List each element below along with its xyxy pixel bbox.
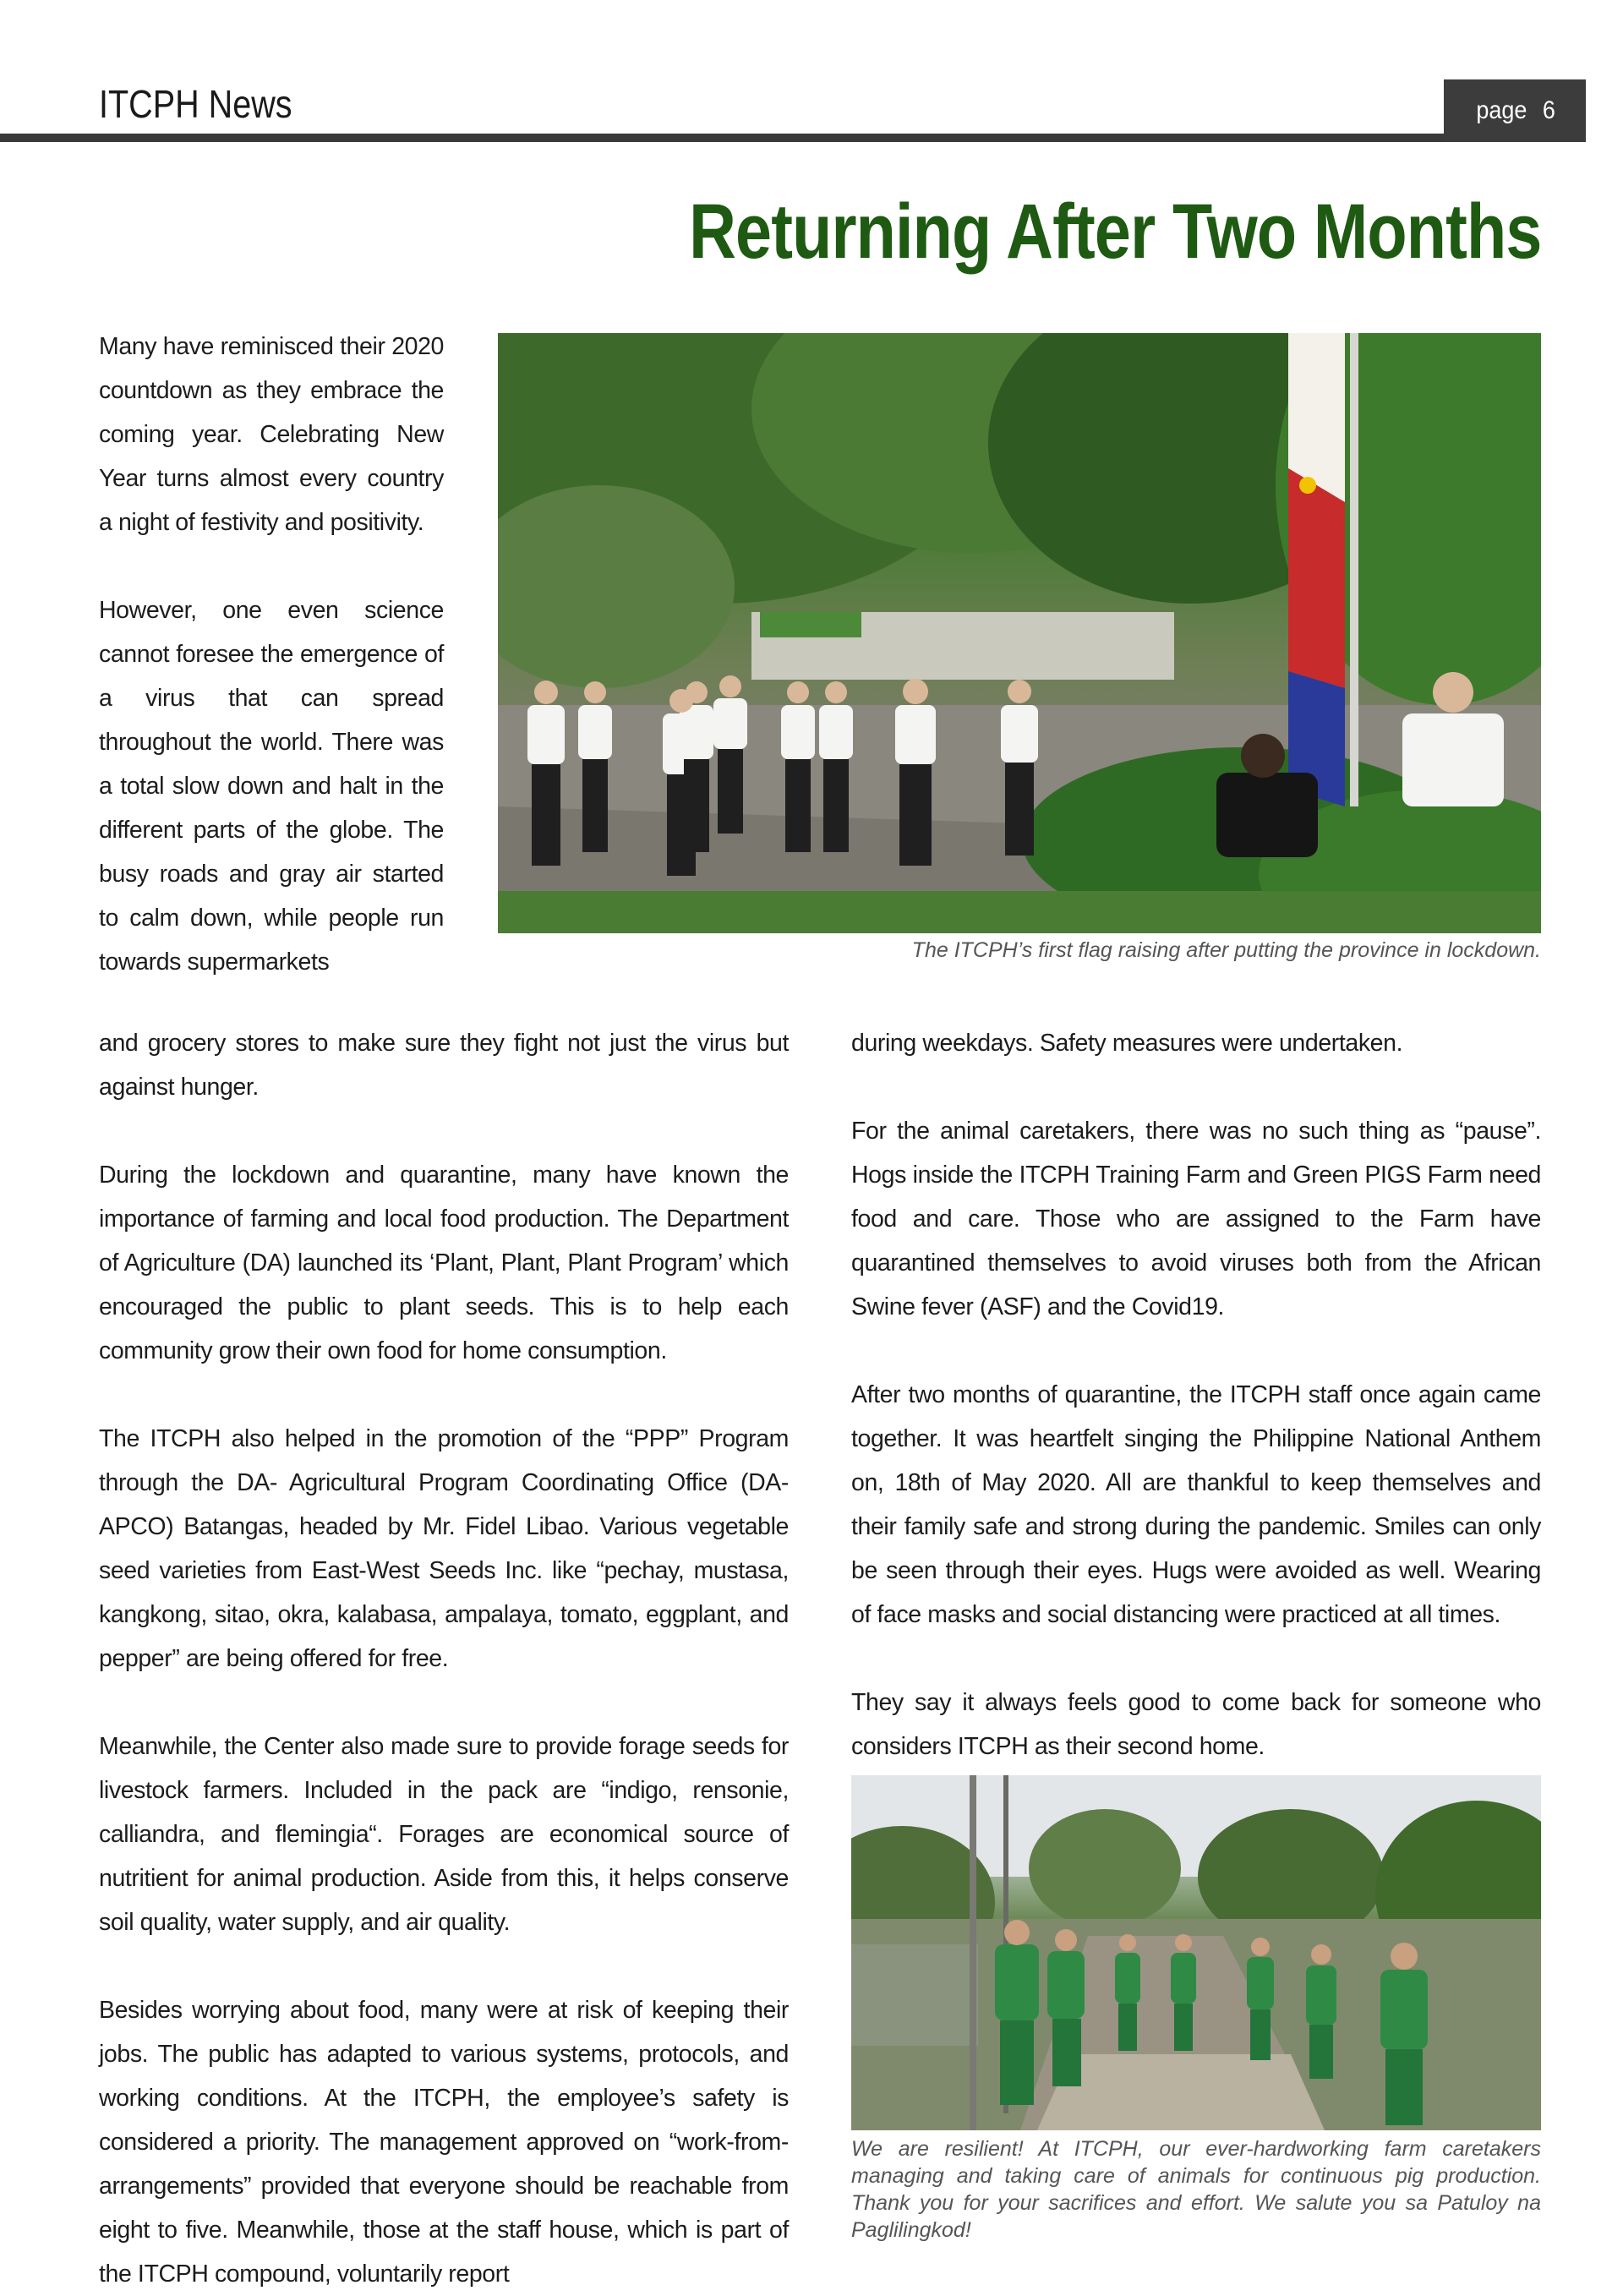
article-title: Returning After Two Months xyxy=(689,189,1542,275)
intro-column xyxy=(99,325,444,984)
paragraph: and grocery stores to make sure they fight not just the virus but against hunger. xyxy=(99,1030,789,1101)
paragraph: The ITCPH also helped in the promotion of the “PPP” Program through the DA- Agricultural Program Coordinating Office (DA-APCO) Batangas, headed by Mr. Fidel Libao. Various vegetable seed varieties from East-West Seeds Inc. like “pechay, mustasa, kangkong, sitao, okra, kalabasa, ampalaya, tomato, eggplant, and pepper” are being offered for free. xyxy=(99,1425,789,1672)
left-column xyxy=(99,1021,789,2296)
paragraph: during weekdays. Safety measures were undertaken. xyxy=(851,1030,1403,1057)
paragraph: However, one even science cannot foresee the emergence of a virus that can spread throughout the world. There was a total slow down and halt in the different parts of the globe. The busy roads and gray air started to calm down, while people run towards supermarkets xyxy=(99,597,444,976)
paragraph: Meanwhile, the Center also made sure to provide forage seeds for livestock farmers. Included in the pack are “indigo, rensonie, calliandra, and flemingia“. Forages are economical source of nutritient for animal production. Aside from this, it helps conserve soil quality, water supply, and air quality. xyxy=(99,1733,789,1936)
farm-caretakers-photo xyxy=(851,1775,1541,2130)
flag-raising-photo xyxy=(498,333,1541,933)
right-column xyxy=(851,1021,1541,1768)
paragraph: Besides worrying about food, many were at risk of keeping their jobs. The public has adapted to various systems, protocols, and working conditions. At the ITCPH, the employee’s safety is considered a priority. The management approved on “work-from-arrangements” provided that everyone should be reachable from eight to five. Meanwhile, those at the staff house, which is part of the ITCPH compound, voluntarily report xyxy=(99,1997,789,2288)
page-badge xyxy=(1444,79,1586,142)
photo-caption: We are resilient! At ITCPH, our ever-hardworking farm caretakers managing and taking care of animals for continuous pig production. Thank you for your sacrifices and effort. We salute you sa Patuloy na Paglilingkod! xyxy=(851,2137,1541,2242)
publication-title: ITCPH News xyxy=(99,82,292,126)
photo-caption: The ITCPH’s first flag raising after putting the province in lockdown. xyxy=(911,938,1541,962)
header-rule xyxy=(0,134,1586,142)
page-number: 6 xyxy=(1542,96,1555,124)
paragraph: For the animal caretakers, there was no such thing as “pause”. Hogs inside the ITCPH Training Farm and Green PIGS Farm need food and care. Those who are assigned to the Farm have quarantined themselves to avoid viruses both from the African Swine fever (ASF) and the Covid19. xyxy=(851,1118,1541,1320)
paragraph: They say it always feels good to come back for someone who considers ITCPH as their second home. xyxy=(851,1689,1541,1760)
page-label: page xyxy=(1476,96,1527,124)
paragraph: Many have reminisced their 2020 countdown as they embrace the coming year. Celebrating New Year turns almost every country a night of festivity and positivity. xyxy=(99,333,444,536)
paragraph: After two months of quarantine, the ITCPH staff once again came together. It was heartfelt singing the Philippine National Anthem on, 18th of May 2020. All are thankful to keep themselves and their family safe and strong during the pandemic. Smiles can only be seen through their eyes. Hugs were avoided as well. Wearing of face masks and social distancing were practiced at all times. xyxy=(851,1381,1541,1628)
paragraph: During the lockdown and quarantine, many have known the importance of farming and local food production. The Department of Agriculture (DA) launched its ‘Plant, Plant, Plant Program’ which encouraged the public to plant seeds. This is to help each community grow their own food for home consumption. xyxy=(99,1162,789,1364)
